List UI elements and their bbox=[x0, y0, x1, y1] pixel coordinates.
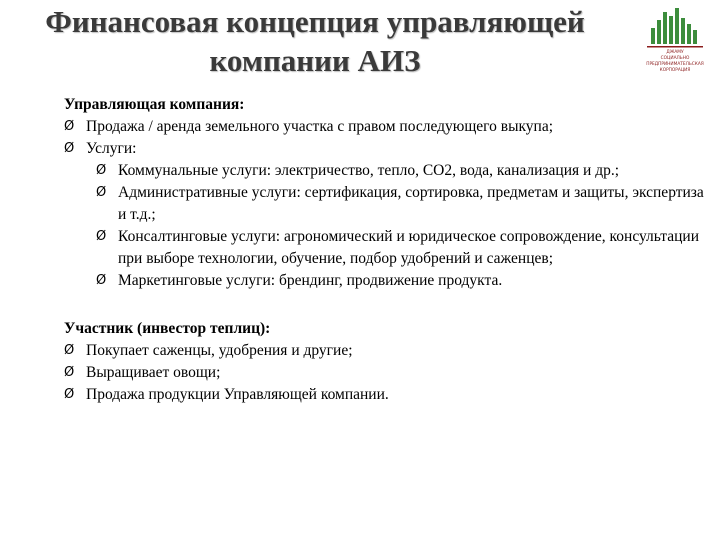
city-skyline-logo-icon bbox=[641, 6, 709, 82]
slide-title bbox=[10, 2, 620, 80]
arrow-bullet-icon: Ø bbox=[96, 185, 107, 200]
slide-title-line-2: компании АИЗ bbox=[209, 43, 421, 78]
svg-text:СОЦИАЛЬНО bbox=[661, 55, 690, 61]
list-item bbox=[96, 160, 704, 182]
arrow-bullet-icon: Ø bbox=[64, 387, 75, 402]
list-item-text: Покупает саженцы, удобрения и другие; bbox=[86, 342, 353, 359]
list-item bbox=[96, 270, 704, 292]
list-item-text: Продажа продукции Управляющей компании. bbox=[86, 386, 389, 403]
arrow-bullet-icon: Ø bbox=[96, 163, 107, 178]
list-item-text: Консалтинговые услуги: агрономический и юридическое сопровождение, консультации при выборе технологии, обучение, подбор удобрений и саженцев; bbox=[118, 228, 700, 267]
company-heading: Управляющая компания: bbox=[64, 96, 245, 113]
list-item bbox=[64, 340, 704, 362]
list-item bbox=[64, 116, 704, 138]
logo-text-line-1: ДЖАМУ bbox=[666, 50, 684, 55]
svg-text:КОРПОРАЦИЯ bbox=[660, 67, 691, 73]
list-item-text: Коммунальные услуги: электричество, тепло, СО2, вода, канализация и др.; bbox=[118, 162, 620, 179]
arrow-bullet-icon: Ø bbox=[64, 343, 75, 358]
list-item bbox=[64, 138, 704, 160]
list-item-text: Административные услуги: сертификация, сортировка, предметам и защиты, экспертиза и т.д.; bbox=[118, 184, 704, 223]
arrow-bullet-icon: Ø bbox=[96, 229, 107, 244]
list-item bbox=[96, 226, 704, 270]
investor-heading: Участник (инвестор теплиц): bbox=[64, 320, 271, 337]
arrow-bullet-icon: Ø bbox=[96, 273, 107, 288]
services-list bbox=[64, 160, 704, 292]
slide-body bbox=[64, 94, 704, 406]
logo-text-line-2: СОЦИАЛЬНО bbox=[660, 56, 690, 61]
list-item-text: Маркетинговые услуги: брендинг, продвижение продукта. bbox=[118, 272, 503, 289]
logo-text-line-3: ПРЕДПРИНИМАТЕЛЬСКАЯ bbox=[646, 62, 704, 67]
arrow-bullet-icon: Ø bbox=[64, 119, 75, 134]
svg-text:ДЖАМУ bbox=[666, 49, 684, 55]
arrow-bullet-icon: Ø bbox=[64, 365, 75, 380]
list-item-text: Продажа / аренда земельного участка с правом последующего выкупа; bbox=[86, 118, 554, 135]
svg-text:ПРЕДПРИНИМАТЕЛЬСКАЯ bbox=[646, 61, 704, 67]
list-item-text: Выращивает овощи; bbox=[86, 364, 221, 381]
list-item bbox=[64, 362, 704, 384]
arrow-bullet-icon: Ø bbox=[64, 141, 75, 156]
list-item bbox=[96, 182, 704, 226]
list-item-text: Услуги: bbox=[86, 140, 137, 157]
list-item bbox=[64, 384, 704, 406]
logo-text-line-4: КОРПОРАЦИЯ bbox=[659, 68, 691, 73]
slide-title-line-1: Финансовая концепция управляющей bbox=[45, 4, 585, 39]
